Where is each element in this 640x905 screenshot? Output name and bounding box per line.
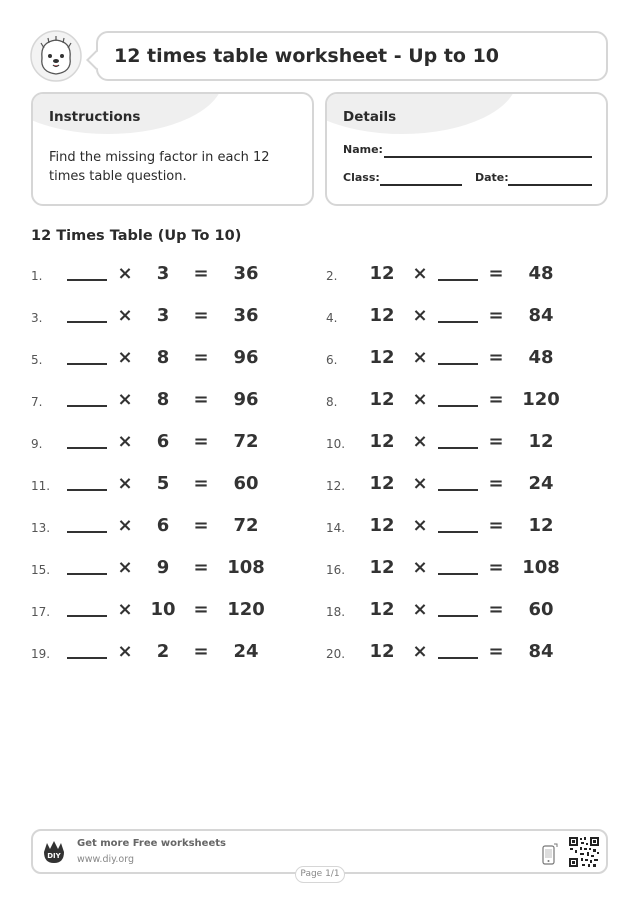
given-factor: 9 <box>156 557 170 578</box>
times-symbol: × <box>117 473 133 494</box>
given-factor: 12 <box>369 641 395 662</box>
question-number: 15. <box>31 563 51 577</box>
question-row <box>31 305 291 331</box>
question-row <box>326 389 586 415</box>
answer-blank[interactable] <box>438 405 478 407</box>
answer-blank[interactable] <box>67 615 107 617</box>
answer-blank[interactable] <box>67 405 107 407</box>
answer-blank[interactable] <box>67 531 107 533</box>
answer-blank[interactable] <box>438 447 478 449</box>
given-factor: 3 <box>156 305 170 326</box>
product: 108 <box>522 557 560 578</box>
question-row <box>31 263 291 289</box>
equals-symbol: = <box>488 347 504 368</box>
times-symbol: × <box>412 305 428 326</box>
equals-symbol: = <box>193 473 209 494</box>
question-row <box>326 305 586 331</box>
question-number: 5. <box>31 353 43 367</box>
footer-title: Get more Free worksheets <box>77 838 226 849</box>
product: 24 <box>528 473 554 494</box>
title-banner <box>96 31 608 81</box>
equals-symbol: = <box>488 557 504 578</box>
question-number: 16. <box>326 563 346 577</box>
question-number: 7. <box>31 395 43 409</box>
question-row <box>31 641 291 667</box>
instructions-text: Find the missing factor in each 12 times table question. <box>49 150 270 184</box>
given-factor: 12 <box>369 347 395 368</box>
times-symbol: × <box>412 641 428 662</box>
equals-symbol: = <box>193 305 209 326</box>
product: 24 <box>233 641 259 662</box>
equals-symbol: = <box>488 515 504 536</box>
given-factor: 12 <box>369 557 395 578</box>
product: 120 <box>522 389 560 410</box>
answer-blank[interactable] <box>67 489 107 491</box>
product: 60 <box>233 473 259 494</box>
question-row <box>326 599 586 625</box>
times-symbol: × <box>412 347 428 368</box>
given-factor: 12 <box>369 263 395 284</box>
given-factor: 10 <box>150 599 176 620</box>
times-symbol: × <box>117 641 133 662</box>
answer-blank[interactable] <box>438 531 478 533</box>
given-factor: 5 <box>156 473 170 494</box>
product: 36 <box>233 305 259 326</box>
times-symbol: × <box>117 263 133 284</box>
product: 48 <box>528 263 554 284</box>
question-number: 14. <box>326 521 346 535</box>
times-symbol: × <box>412 515 428 536</box>
times-symbol: × <box>412 557 428 578</box>
class-label: Class: <box>343 171 380 184</box>
answer-blank[interactable] <box>67 447 107 449</box>
product: 120 <box>227 599 265 620</box>
answer-blank[interactable] <box>438 321 478 323</box>
times-symbol: × <box>117 347 133 368</box>
question-number: 12. <box>326 479 346 493</box>
question-number: 8. <box>326 395 338 409</box>
equals-symbol: = <box>488 473 504 494</box>
question-number: 11. <box>31 479 51 493</box>
answer-blank[interactable] <box>438 573 478 575</box>
question-row <box>31 599 291 625</box>
product: 96 <box>233 347 259 368</box>
diy-logo-text: DIY <box>47 852 61 860</box>
question-row <box>31 473 291 499</box>
given-factor: 12 <box>369 473 395 494</box>
answer-blank[interactable] <box>67 657 107 659</box>
given-factor: 12 <box>369 431 395 452</box>
times-symbol: × <box>412 431 428 452</box>
product: 36 <box>233 263 259 284</box>
question-row <box>31 515 291 541</box>
product: 60 <box>528 599 554 620</box>
times-symbol: × <box>412 599 428 620</box>
product: 96 <box>233 389 259 410</box>
question-number: 19. <box>31 647 51 661</box>
product: 12 <box>528 431 554 452</box>
question-row <box>31 557 291 583</box>
equals-symbol: = <box>193 641 209 662</box>
times-symbol: × <box>412 389 428 410</box>
question-number: 17. <box>31 605 51 619</box>
answer-blank[interactable] <box>438 615 478 617</box>
question-number: 13. <box>31 521 51 535</box>
instructions-heading: Instructions <box>49 109 141 125</box>
equals-symbol: = <box>488 263 504 284</box>
class-field[interactable] <box>380 184 462 186</box>
question-row <box>31 389 291 415</box>
diy-logo-icon[interactable] <box>41 839 67 865</box>
times-symbol: × <box>117 431 133 452</box>
given-factor: 12 <box>369 599 395 620</box>
question-number: 4. <box>326 311 338 325</box>
question-row <box>326 557 586 583</box>
answer-blank[interactable] <box>438 489 478 491</box>
equals-symbol: = <box>488 305 504 326</box>
product: 12 <box>528 515 554 536</box>
question-number: 6. <box>326 353 338 367</box>
details-heading: Details <box>343 109 397 125</box>
equals-symbol: = <box>488 641 504 662</box>
answer-blank[interactable] <box>438 657 478 659</box>
equals-symbol: = <box>193 599 209 620</box>
question-row <box>326 641 586 667</box>
equals-symbol: = <box>193 431 209 452</box>
section-title: 12 Times Table (Up To 10) <box>31 228 242 244</box>
equals-symbol: = <box>488 389 504 410</box>
times-symbol: × <box>117 305 133 326</box>
times-symbol: × <box>412 263 428 284</box>
given-factor: 2 <box>156 641 170 662</box>
times-symbol: × <box>117 515 133 536</box>
answer-blank[interactable] <box>438 363 478 365</box>
name-label: Name: <box>343 143 383 156</box>
answer-blank[interactable] <box>438 279 478 281</box>
page-number: Page 1/1 <box>295 866 345 883</box>
equals-symbol: = <box>193 557 209 578</box>
question-row <box>31 347 291 373</box>
product: 72 <box>233 515 259 536</box>
equals-symbol: = <box>488 599 504 620</box>
equals-symbol: = <box>193 347 209 368</box>
product: 84 <box>528 305 554 326</box>
equals-symbol: = <box>193 515 209 536</box>
times-symbol: × <box>117 557 133 578</box>
answer-blank[interactable] <box>67 363 107 365</box>
question-number: 9. <box>31 437 43 451</box>
question-row <box>326 347 586 373</box>
mascot-face-icon <box>30 30 82 82</box>
footer-link[interactable]: www.diy.org <box>77 854 134 865</box>
equals-symbol: = <box>193 263 209 284</box>
given-factor: 12 <box>369 305 395 326</box>
times-symbol: × <box>117 599 133 620</box>
question-row <box>31 431 291 457</box>
product: 72 <box>233 431 259 452</box>
given-factor: 12 <box>369 389 395 410</box>
question-row <box>326 263 586 289</box>
given-factor: 6 <box>156 515 170 536</box>
question-number: 20. <box>326 647 346 661</box>
question-row <box>326 473 586 499</box>
given-factor: 3 <box>156 263 170 284</box>
date-label: Date: <box>475 171 509 184</box>
given-factor: 8 <box>156 389 170 410</box>
equals-symbol: = <box>193 389 209 410</box>
date-field[interactable] <box>508 184 592 186</box>
question-number: 10. <box>326 437 346 451</box>
times-symbol: × <box>412 473 428 494</box>
given-factor: 12 <box>369 515 395 536</box>
question-number: 1. <box>31 269 43 283</box>
instructions-panel <box>31 92 314 206</box>
question-number: 18. <box>326 605 346 619</box>
equals-symbol: = <box>488 431 504 452</box>
qr-code-icon[interactable] <box>568 836 600 868</box>
question-number: 2. <box>326 269 338 283</box>
answer-blank[interactable] <box>67 279 107 281</box>
question-row <box>326 515 586 541</box>
page-title: 12 times table worksheet - Up to 10 <box>114 45 500 67</box>
product: 48 <box>528 347 554 368</box>
given-factor: 6 <box>156 431 170 452</box>
name-field[interactable] <box>384 156 592 158</box>
times-symbol: × <box>117 389 133 410</box>
details-panel <box>325 92 608 206</box>
product: 108 <box>227 557 265 578</box>
phone-icon <box>542 843 558 865</box>
answer-blank[interactable] <box>67 573 107 575</box>
given-factor: 8 <box>156 347 170 368</box>
product: 84 <box>528 641 554 662</box>
question-number: 3. <box>31 311 43 325</box>
question-row <box>326 431 586 457</box>
answer-blank[interactable] <box>67 321 107 323</box>
